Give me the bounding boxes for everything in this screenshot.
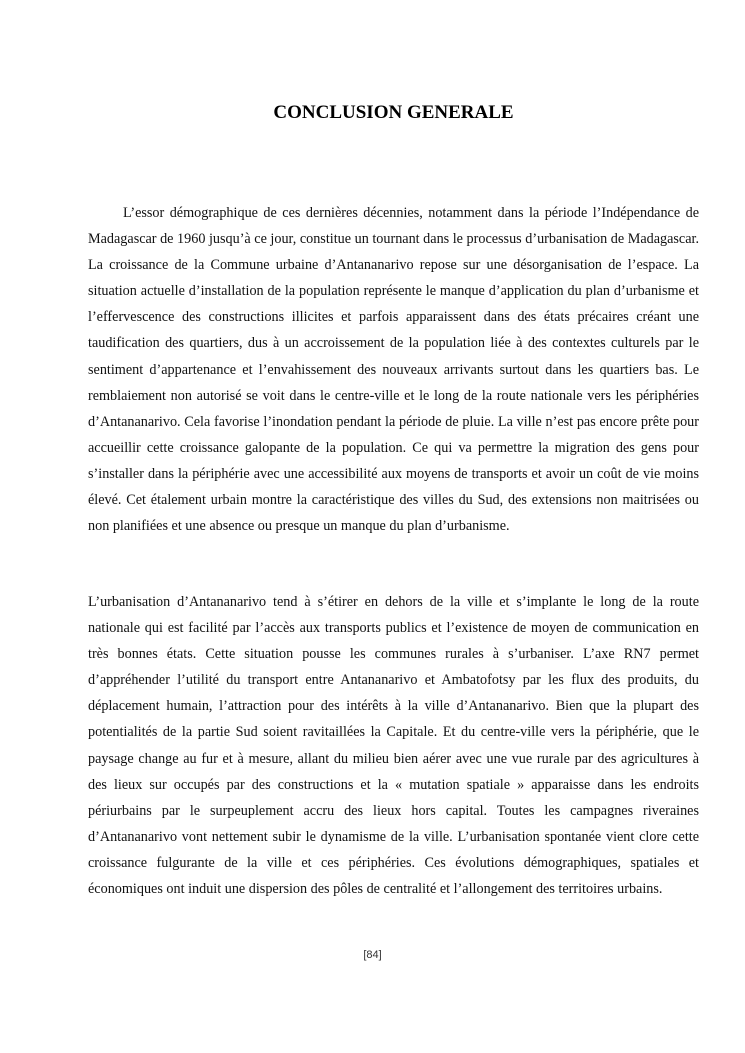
page-title: CONCLUSION GENERALE (273, 102, 514, 123)
paragraph-intro: L’essor démographique de ces dernières décennies, notamment dans la période l’Indépendance de Madagascar de 1960 jusqu’à ce jour, constitue un tournant dans le processus d’urbanisation de Madagascar. La croissance de la Commune urbaine d’Antananarivo repose sur une désorganisation de l’espace. La situation actuelle d’installation de la population représente le manque d’application du plan d’urbanisme et l’effervescence des constructions illicites et parfois apparaissent dans des états précaires créant une taudification des quartiers, dus à un accroissement de la population liée à des contextes culturels par le sentiment d’appartenance et l’envahissement des nouveaux arrivants surtout dans les quartiers bas. Le remblaiement non autorisé se voit dans le centre-ville et le long de la route nationale vers les périphéries d’Antananarivo. Cela favorise l’inondation pendant la période de pluie. La ville n’est pas encore prête pour accueillir cette croissance galopante de la population. Ce qui va permettre la migration des gens pour s’installer dans la périphérie avec une accessibilité aux moyens de transports et avoir un coût de vie moins élevé. Cet étalement urbain montre la caractéristique des villes du Sud, des extensions non maitrisées ou non planifiées et une absence ou presque un manque du plan d’urbanisme. (88, 205, 699, 535)
paragraph-urbanisation: L’urbanisation d’Antananarivo tend à s’étirer en dehors de la ville et s’implante le long de la route nationale qui est facilité par l’accès aux transports publics et l’existence de moyen de communication en très bonnes états. Cette situation pousse les communes rurales à s’urbaniser. L’axe RN7 permet d’appréhender l’utilité du transport entre Antananarivo et Ambatofotsy par les flux des produits, du déplacement humain, l’attraction pour des intérêts à la ville d’Antananarivo. Bien que la plupart des potentialités de la partie Sud soient ravitaillées la Capitale. Et du centre-ville vers la périphérie, que le paysage change au fur et à mesure, allant du milieu bien aérer avec une vue rurale par des agricultures à des lieux sur occupés par des constructions et la « mutation spatiale » apparaisse dans les endroits périurbains par le surpeuplement accru des lieux hors capital. Toutes les campagnes riveraines d’Antananarivo vont nettement subir le dynamisme de la ville. L’urbanisation spontanée vient clore cette croissance fulgurante de la ville et ces périphéries. Ces évolutions démographiques, spatiales et économiques ont induit une dispersion des pôles de centralité et l’allongement des territoires urbains. (88, 594, 699, 898)
page-number: [84] (363, 949, 382, 961)
